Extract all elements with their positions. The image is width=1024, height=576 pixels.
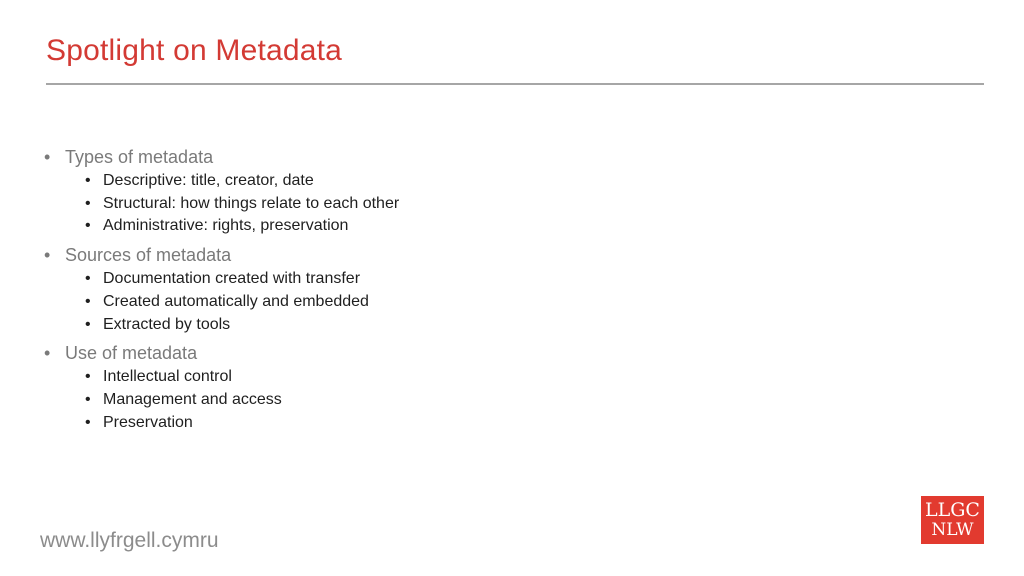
section-heading [44, 341, 644, 366]
list-item-text: Documentation created with transfer [103, 270, 361, 288]
bullet-icon: • [44, 147, 51, 167]
section-types [44, 145, 644, 238]
bullet-icon: • [85, 270, 91, 288]
bullet-list [44, 145, 644, 439]
bullet-icon: • [44, 245, 51, 266]
section-heading [44, 243, 644, 268]
list-item [44, 412, 644, 435]
footer-url[interactable]: www.llyfrgell.cymru [40, 529, 219, 552]
logo-line-llgc: LLGC [925, 499, 980, 521]
bullet-icon: • [85, 390, 91, 408]
bullet-icon: • [85, 217, 91, 235]
slide-title: Spotlight on Metadata [46, 34, 343, 67]
section-heading-text: Use of metadata [65, 343, 198, 364]
list-item-text: Preservation [103, 413, 193, 431]
section-use [44, 341, 644, 434]
list-item-text: Management and access [103, 390, 282, 408]
bullet-icon: • [85, 413, 91, 431]
title-divider [46, 83, 984, 85]
list-item-text: Created automatically and embedded [103, 292, 369, 310]
section-heading-text: Sources of metadata [65, 245, 232, 266]
list-item [44, 291, 644, 314]
list-item [44, 268, 644, 291]
list-item [44, 170, 644, 193]
bullet-icon: • [85, 315, 91, 333]
logo-line-nlw: NLW [931, 520, 974, 540]
section-heading-text: Types of metadata [65, 147, 214, 167]
section-heading [44, 145, 644, 170]
list-item [44, 314, 644, 337]
list-item [44, 389, 644, 412]
list-item-text: Structural: how things relate to each other [103, 194, 400, 212]
list-item [44, 193, 644, 216]
bullet-icon: • [44, 343, 51, 364]
bullet-icon: • [85, 292, 91, 310]
bullet-icon: • [85, 194, 91, 212]
list-item [44, 366, 644, 389]
section-sources [44, 243, 644, 336]
list-item-text: Administrative: rights, preservation [103, 217, 349, 235]
bullet-icon: • [85, 368, 91, 386]
list-item-text: Descriptive: title, creator, date [103, 172, 314, 189]
list-item-text: Intellectual control [103, 368, 232, 386]
bullet-icon: • [85, 172, 91, 189]
llgc-nlw-logo [921, 496, 984, 544]
list-item-text: Extracted by tools [103, 315, 231, 333]
list-item [44, 215, 644, 238]
